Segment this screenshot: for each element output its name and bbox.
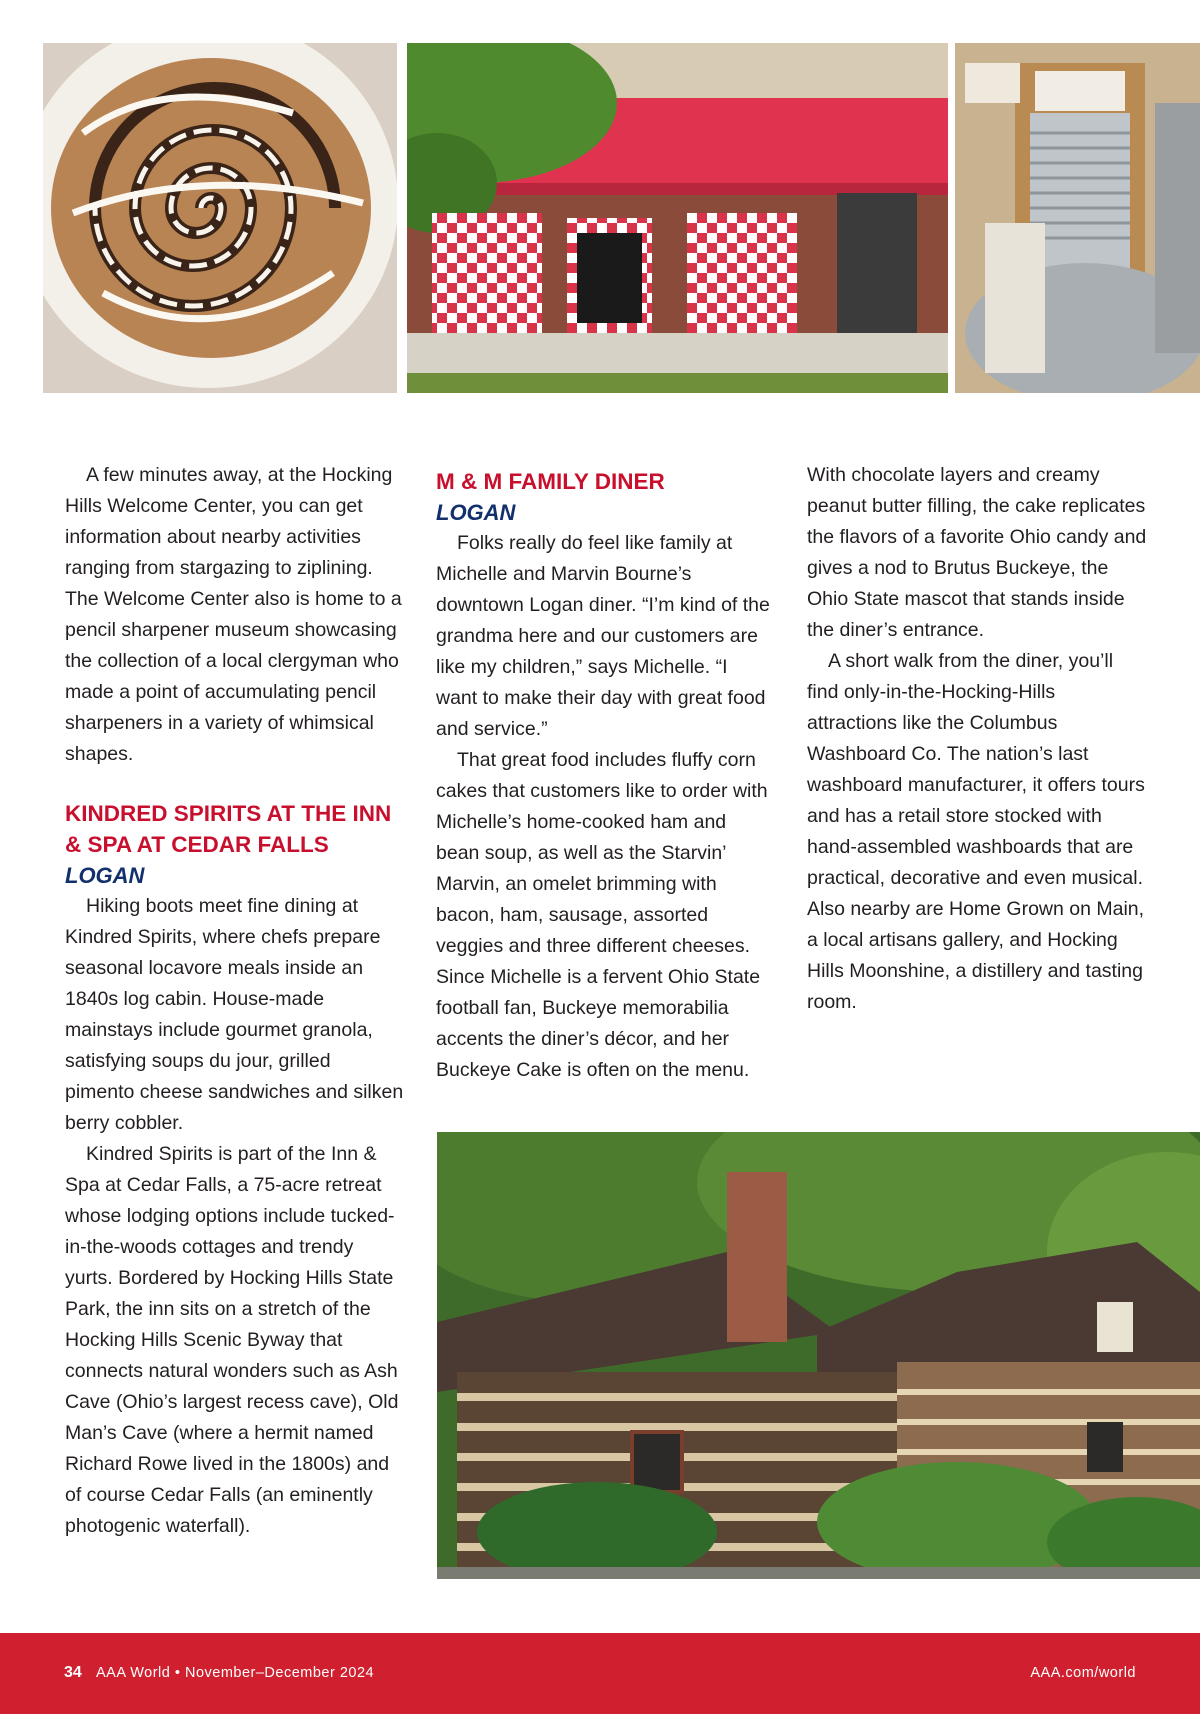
article-column-3 (807, 460, 1147, 1018)
log-cabin-inn-photo (437, 1132, 1200, 1579)
page-footer (0, 1633, 1200, 1714)
page-number: 34 (64, 1664, 82, 1681)
article-column-1 (65, 460, 405, 1542)
kindred-spirits-paragraph-2: Kindred Spirits is part of the Inn & Spa at Cedar Falls, a 75-acre retreat whose lodging options include tucked-in-the-woods cottages and trendy yurts. Bordered by Hocking Hills State Park, the inn sits on a stretch of the Hocking Hills Scenic Byway that connects natural wonders such as Ash Cave (Ohio’s largest recess cave), Old Man’s Cave (where a hermit named Richard Rowe lived in the 1800s) and of course Cedar Falls (an eminently photogenic waterfall). (65, 1143, 399, 1537)
magazine-issue: AAA World • November–December 2024 (96, 1665, 375, 1681)
buckeye-cake-paragraph: With chocolate layers and creamy peanut butter filling, the cake replicates the flavors of a favorite Ohio candy and gives a nod to Brutus Buckeye, the Ohio State mascot that stands inside the diner’s entrance. (807, 464, 1147, 641)
mm-diner-heading: M & M FAMILY DINER (436, 469, 665, 494)
article-column-2 (436, 466, 774, 1086)
washboard-photo (955, 43, 1200, 393)
mm-diner-paragraph-2: That great food includes fluffy corn cakes that customers like to order with Michelle’s home-cooked ham and bean soup, as well as the Starvin’ Marvin, an omelet brimming with bacon, ham, sausage, assorted veggies and three different cheeses. Since Michelle is a fervent Ohio State football fan, Buckeye memorabilia accents the diner’s décor, and her Buckeye Cake is often on the menu. (436, 749, 768, 1081)
kindred-spirits-paragraph-1: Hiking boots meet fine dining at Kindred Spirits, where chefs prepare seasonal locavore meals inside an 1840s log cabin. House-made mainstays include gourmet granola, satisfying soups du jour, grilled pimento cheese sandwiches and silken berry cobbler. (65, 895, 404, 1134)
diner-storefront-photo (407, 43, 948, 393)
cinnamon-roll-photo (43, 43, 397, 393)
mm-diner-paragraph-1: Folks really do feel like family at Michelle and Marvin Bourne’s downtown Logan diner. “I’m kind of the grandma here and our customers are like my children,” says Michelle. “I want to make their day with great food and service.” (436, 532, 770, 740)
footer-url[interactable]: AAA.com/world (1030, 1665, 1136, 1681)
kindred-spirits-heading: KINDRED SPIRITS AT THE INN & SPA AT CEDAR FALLS (65, 801, 392, 857)
mm-diner-location: LOGAN (436, 500, 516, 525)
washboard-paragraph: A short walk from the diner, you’ll find only-in-the-Hocking-Hills attractions like the Columbus Washboard Co. The nation’s last washboard manufacturer, it offers tours and has a retail store stocked with hand-assembled washboards that are practical, decorative and even musical. Also nearby are Home Grown on Main, a local artisans gallery, and Hocking Hills Moonshine, a distillery and tasting room. (807, 650, 1145, 1013)
kindred-spirits-location: LOGAN (65, 863, 145, 888)
welcome-center-paragraph: A few minutes away, at the Hocking Hills Welcome Center, you can get information about nearby activities ranging from stargazing to ziplining. The Welcome Center also is home to a pencil sharpener museum showcasing the collection of a local clergyman who made a point of accumulating pencil sharpeners in a variety of whimsical shapes. (65, 464, 402, 765)
